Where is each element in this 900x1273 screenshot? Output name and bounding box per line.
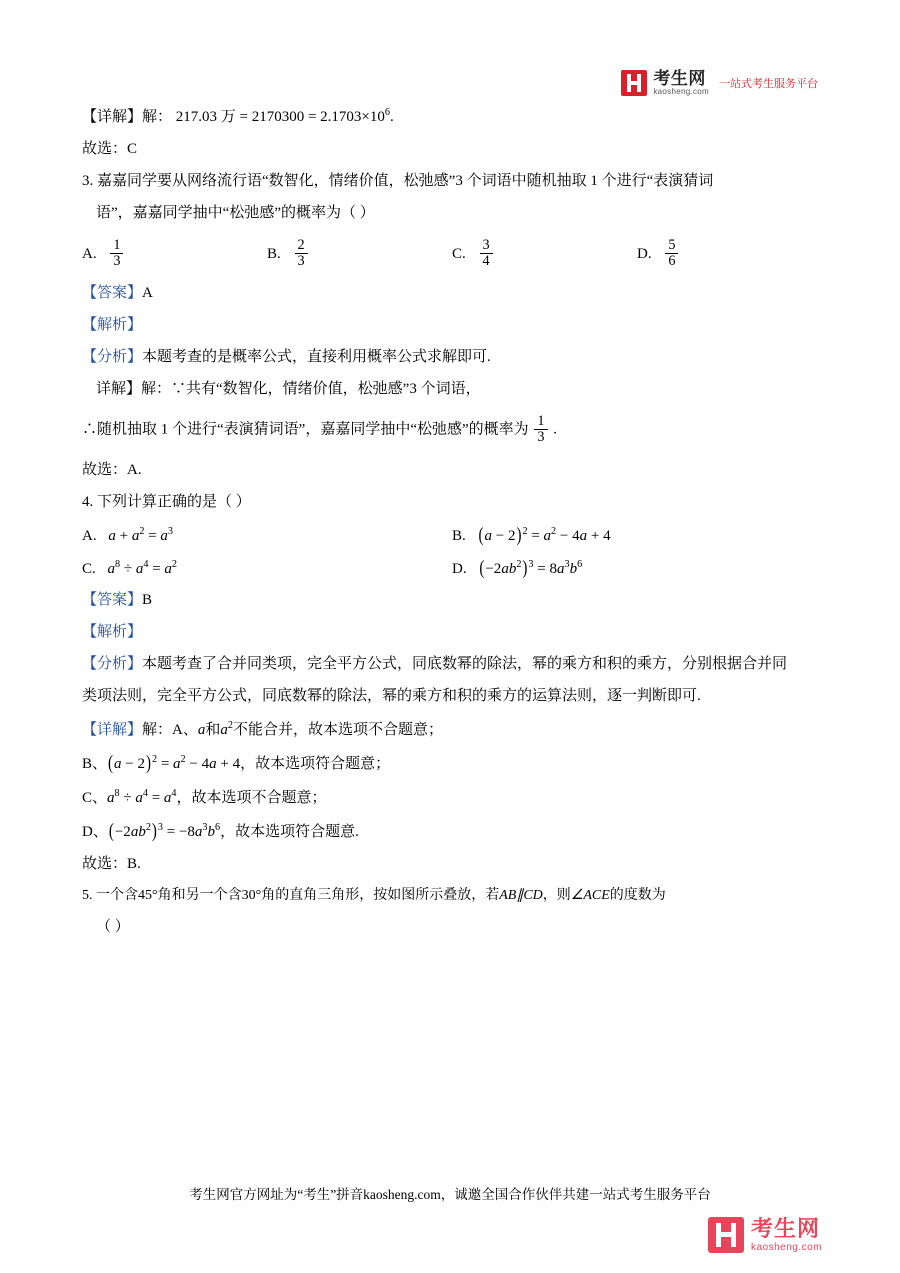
q3-stem-line-2: 语”，嘉嘉同学抽中“松弛感”的概率为（ ） <box>96 205 375 221</box>
q4-option-c-expression: $a^8 \div a^4 = a^2$ <box>107 558 177 577</box>
footer-brand-logo <box>708 1217 822 1253</box>
q4-detail-c-end: ，故本选项不合题意； <box>176 789 327 806</box>
q5-angle-2: 30° <box>241 887 262 903</box>
q3-option-d-label: D. <box>637 245 652 262</box>
q3-options-row <box>82 238 822 270</box>
q3-conclusion-text: ∴随机抽取 1 个进行“表演猜词语”，嘉嘉同学抽中“松弛感”的概率为 <box>82 421 529 438</box>
q4-detail-a-pre: 解：A、 <box>142 721 198 738</box>
q4-fenxi-line-2: 类项法则，完全平方公式，同底数幂的除法，幂的乘方和积的乘方的运算法则，逐一判断即可. <box>82 687 701 704</box>
q2-detail-end: . <box>389 109 394 125</box>
q3-conclusion-numerator: 1 <box>537 412 545 429</box>
q4-option-d[interactable] <box>452 557 822 580</box>
q3-option-b[interactable] <box>267 238 452 270</box>
q4-option-d-label: D. <box>452 560 467 577</box>
q3-option-d-numerator: 5 <box>668 237 676 253</box>
q3-option-a-numerator: 1 <box>113 237 121 253</box>
q4-options-row-1 <box>82 524 822 547</box>
q5-stem-line-2: （ ） <box>96 918 130 935</box>
q4-detail-a-mid: 和 <box>205 721 221 738</box>
q3-answer-value: A <box>142 284 153 301</box>
q3-conclusion-end: . <box>553 421 558 438</box>
q4-option-c-label: C. <box>82 560 96 577</box>
q3-fenxi-text: 本题考查的是概率公式，直接利用概率公式求解即可. <box>142 348 491 365</box>
q3-option-d[interactable] <box>637 238 822 270</box>
q5-stem-part-a: 5. 一个含 <box>82 887 138 903</box>
q3-option-c[interactable] <box>452 238 637 270</box>
header-logo-subtitle: kaosheng.com <box>653 86 709 96</box>
q3-stem-line-1: 3. 嘉嘉同学要从网络流行语“数智化，情绪价值，松弛感”3 个词语中随机抽取 1 个进行“表演猜词 <box>82 173 714 189</box>
q5-ace: ∠ACE <box>570 887 610 903</box>
header-brand-logo <box>621 70 818 96</box>
q4-option-b-label: B. <box>452 527 466 544</box>
q3-option-b-fraction <box>295 238 308 270</box>
q3-option-a[interactable] <box>82 238 267 270</box>
q4-detail-d-pre: D、 <box>82 823 108 840</box>
footer-note: 考生网官方网址为“考生”拼音kaosheng.com，诚邀全国合作伙伴共建一站式考生服务平台 <box>189 1187 711 1202</box>
q2-detail-exponent: 6 <box>384 107 390 118</box>
q4-option-b-expression: $(a - 2)^2 = a^2 - 4a + 4$ <box>478 524 611 547</box>
q4-detail-line-b <box>82 752 822 775</box>
q4-option-a-expression: $a + a^2 = a^3$ <box>108 525 173 544</box>
q4-detail-b-pre: B、 <box>82 755 108 772</box>
footer-kaosheng-logo-icon <box>708 1217 744 1253</box>
q4-detail-line-c <box>82 789 822 806</box>
q5-stem-part-e: 的度数为 <box>609 887 666 903</box>
q2-detail-line <box>82 108 822 125</box>
footer-logo-text <box>751 1217 822 1252</box>
q4-detail-tag: 【详解】 <box>82 721 143 738</box>
header-logo-title: 考生网 <box>653 69 706 88</box>
q3-choice-line: 故选：A. <box>82 461 142 478</box>
q5-stem-part-c: 角的直角三角形，按如图所示叠放，若 <box>261 887 500 903</box>
q3-option-b-label: B. <box>267 245 281 262</box>
q3-fenxi-tag: 【分析】 <box>82 348 143 365</box>
q3-analysis-line <box>82 318 822 333</box>
q2-choice-line: 故选：C <box>82 141 138 157</box>
q3-option-c-denominator: 4 <box>480 253 493 269</box>
q4-detail-c-expression: $a^8 \div a^4 = a^4$ <box>107 787 177 806</box>
q3-option-c-label: C. <box>452 245 466 262</box>
q2-detail-text: 【详解】解： 217.03 万 = 2170300 = 2.1703×10 <box>82 109 385 125</box>
q3-conclusion-line <box>82 414 822 446</box>
q4-answer-tag: 【答案】 <box>82 591 143 608</box>
q3-conclusion-denominator: 3 <box>534 429 547 445</box>
q5-stem-line-1 <box>82 889 822 903</box>
q4-analysis-line <box>82 625 822 640</box>
q3-option-d-fraction <box>665 238 678 270</box>
q4-detail-a-term1: a <box>197 721 206 738</box>
footer-logo-subtitle: kaosheng.com <box>750 1241 822 1253</box>
q4-detail-b-end: ，故本选项符合题意； <box>240 755 391 772</box>
q3-answer-line <box>82 286 822 301</box>
q3-option-a-fraction <box>110 238 123 270</box>
q4-answer-line <box>82 593 822 608</box>
q3-option-c-numerator: 3 <box>482 237 490 253</box>
q3-detail-line: 详解】解：∵共有“数智化，情绪价值，松弛感”3 个词语， <box>96 380 481 397</box>
q3-option-a-denominator: 3 <box>110 253 123 269</box>
document-content <box>82 108 822 952</box>
q4-detail-a-term2: $a^2$ <box>220 719 233 738</box>
q4-answer-value: B <box>142 591 153 608</box>
q4-choice-line: 故选：B. <box>82 855 141 872</box>
q4-stem-line: 4. 下列计算正确的是（ ） <box>82 493 251 510</box>
q5-stem-part-b: 角和另一个含 <box>157 887 242 903</box>
header-logo-slogan: 一站式考生服务平台 <box>719 78 818 91</box>
footer-logo-title: 考生网 <box>750 1216 820 1242</box>
q4-option-a[interactable] <box>82 527 452 544</box>
q4-detail-d-end: ，故本选项符合题意. <box>220 823 359 840</box>
q4-detail-c-pre: C、 <box>82 789 108 806</box>
q3-analysis-tag: 【解析】 <box>82 316 143 333</box>
q4-analysis-tag: 【解析】 <box>82 623 143 640</box>
q3-option-d-denominator: 6 <box>665 253 678 269</box>
q4-option-d-expression: $(-2ab^2)^3 = 8a^3b^6$ <box>479 557 583 580</box>
header-logo-text <box>653 70 709 96</box>
q3-option-b-numerator: 2 <box>297 237 305 253</box>
q5-stem-part-d: ，则 <box>542 887 571 903</box>
kaosheng-logo-icon <box>621 70 647 96</box>
q3-option-b-denominator: 3 <box>295 253 308 269</box>
q4-detail-b-expression: $(a - 2)^2 = a^2 - 4a + 4$ <box>108 752 241 775</box>
q3-answer-tag: 【答案】 <box>82 284 143 301</box>
q3-option-c-fraction <box>480 238 493 270</box>
q4-option-a-label: A. <box>82 527 97 544</box>
q3-conclusion-fraction <box>534 414 547 446</box>
q4-fenxi-tag: 【分析】 <box>82 655 143 672</box>
q4-options-row-2 <box>82 557 822 580</box>
q4-option-b[interactable] <box>452 524 822 547</box>
q5-angle-1: 45° <box>138 887 158 903</box>
q3-fenxi-line <box>82 350 822 365</box>
q4-detail-line-a <box>82 721 822 738</box>
q4-option-c[interactable] <box>82 560 452 577</box>
q4-detail-a-end: 不能合并，故本选项不合题意； <box>232 721 443 738</box>
q3-option-a-label: A. <box>82 245 97 262</box>
q5-ab-cd: AB∥CD <box>499 887 543 903</box>
q4-detail-line-d <box>82 820 822 843</box>
q4-detail-d-expression: $(-2ab^2)^3 = -8a^3b^6$ <box>108 820 221 843</box>
q4-fenxi-line-1 <box>82 657 822 672</box>
q4-fenxi-text-1: 本题考查了合并同类项，完全平方公式，同底数幂的除法，幂的乘方和积的乘方，分别根据合并同 <box>142 655 788 672</box>
